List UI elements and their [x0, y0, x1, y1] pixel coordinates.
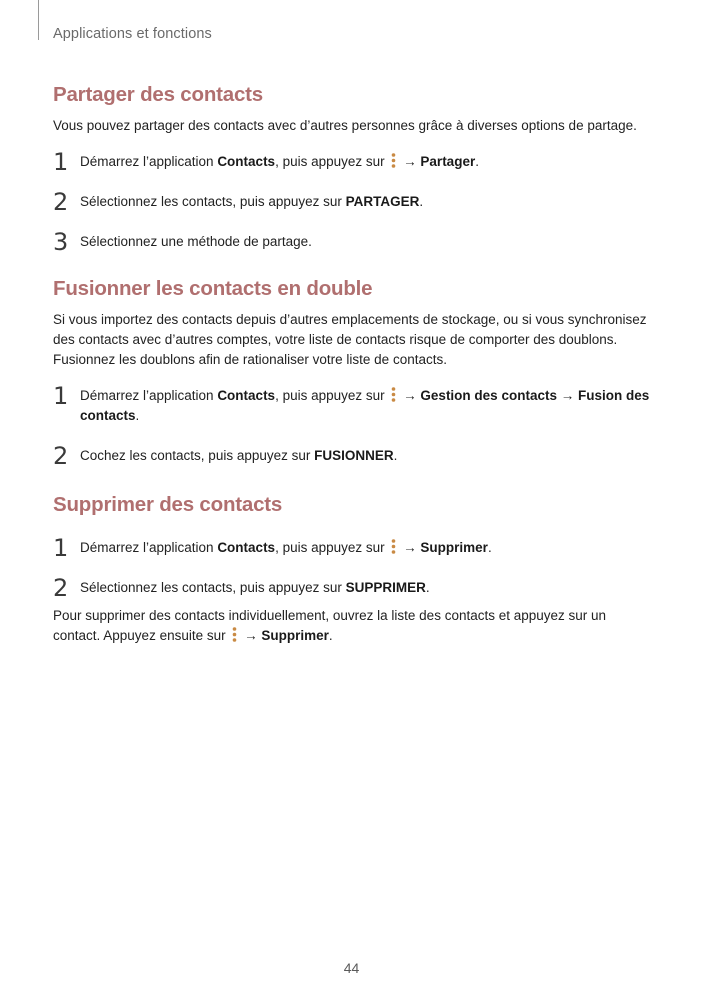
punct: . [475, 154, 479, 169]
ui-term-fusion: Fusion des contacts [80, 388, 650, 423]
running-header: Applications et fonctions [53, 26, 212, 42]
ui-term-supprimer: Supprimer [261, 628, 329, 643]
step-share-2 [53, 188, 653, 216]
step-number: 1 [53, 382, 69, 410]
ui-term-supprimer: Supprimer [420, 540, 488, 555]
step-number: 1 [53, 534, 69, 562]
step-text: , puis appuyez sur [275, 540, 389, 555]
step-number: 2 [53, 188, 69, 216]
ui-term-contacts: Contacts [217, 154, 276, 169]
step-text: Sélectionnez les contacts, puis appuyez sur [80, 580, 346, 595]
arrow: → [399, 388, 421, 403]
step-text: Démarrez l’application [80, 540, 218, 555]
page-content [53, 80, 653, 646]
ui-term-fusionner: FUSIONNER [314, 448, 394, 463]
arrow: → [399, 540, 421, 555]
margin-rule [38, 0, 39, 40]
punct: . [328, 628, 333, 643]
step-number: 2 [53, 442, 69, 470]
ui-term-supprimer-button: SUPPRIMER [345, 580, 426, 595]
ui-term-contacts: Contacts [217, 388, 276, 403]
more-options-icon [391, 539, 396, 554]
step-number: 2 [53, 574, 69, 602]
step-text: Sélectionnez les contacts, puis appuyez sur [80, 194, 346, 209]
step-share-1 [53, 148, 653, 176]
step-text: Démarrez l’application [80, 154, 218, 169]
arrow: → [556, 388, 578, 403]
step-text: Démarrez l’application [80, 388, 218, 403]
step-delete-1 [53, 534, 653, 562]
section-intro-share: Vous pouvez partager des contacts avec d’autres personnes grâce à diverses options de partage. [53, 118, 637, 133]
step-text: Sélectionnez une méthode de partage. [80, 234, 312, 249]
ui-term-partager: Partager [420, 154, 476, 169]
ui-term-contacts: Contacts [217, 540, 276, 555]
step-share-3 [53, 228, 653, 256]
section-outro-delete [53, 606, 653, 646]
step-number: 3 [53, 228, 69, 256]
outro-text: Pour supprimer des contacts individuellement, ouvrez la liste des contacts et appuyez sur un contact. Appuyez ensuite sur [53, 608, 607, 643]
step-delete-2 [53, 574, 653, 602]
more-options-icon [232, 627, 237, 642]
section-title-share: Partager des contacts [53, 83, 263, 106]
step-text: , puis appuyez sur [275, 388, 389, 403]
ui-term-partager-button: PARTAGER [345, 194, 420, 209]
step-text: Cochez les contacts, puis appuyez sur [80, 448, 315, 463]
more-options-icon [391, 153, 396, 168]
step-number: 1 [53, 148, 69, 176]
section-title-delete: Supprimer des contacts [53, 493, 283, 516]
more-options-icon [391, 387, 396, 402]
punct: . [487, 540, 492, 555]
step-merge-1 [53, 382, 653, 426]
section-title-merge: Fusionner les contacts en double [53, 277, 373, 300]
arrow: → [399, 154, 421, 169]
punct: . [135, 408, 140, 423]
arrow: → [240, 628, 262, 643]
punct: . [393, 448, 398, 463]
section-intro-merge: Si vous importez des contacts depuis d’autres emplacements de stockage, ou si vous synchronisez des contacts avec d’autres comptes, votre liste de contacts risque de comporter des doublons. Fusionnez les doublons afin de rationaliser votre liste de contacts. [53, 312, 647, 367]
step-text: , puis appuyez sur [275, 154, 389, 169]
punct: . [425, 580, 430, 595]
ui-term-gestion: Gestion des contacts [420, 388, 557, 403]
step-merge-2 [53, 442, 653, 470]
page-number: 44 [343, 960, 360, 976]
punct: . [419, 194, 424, 209]
